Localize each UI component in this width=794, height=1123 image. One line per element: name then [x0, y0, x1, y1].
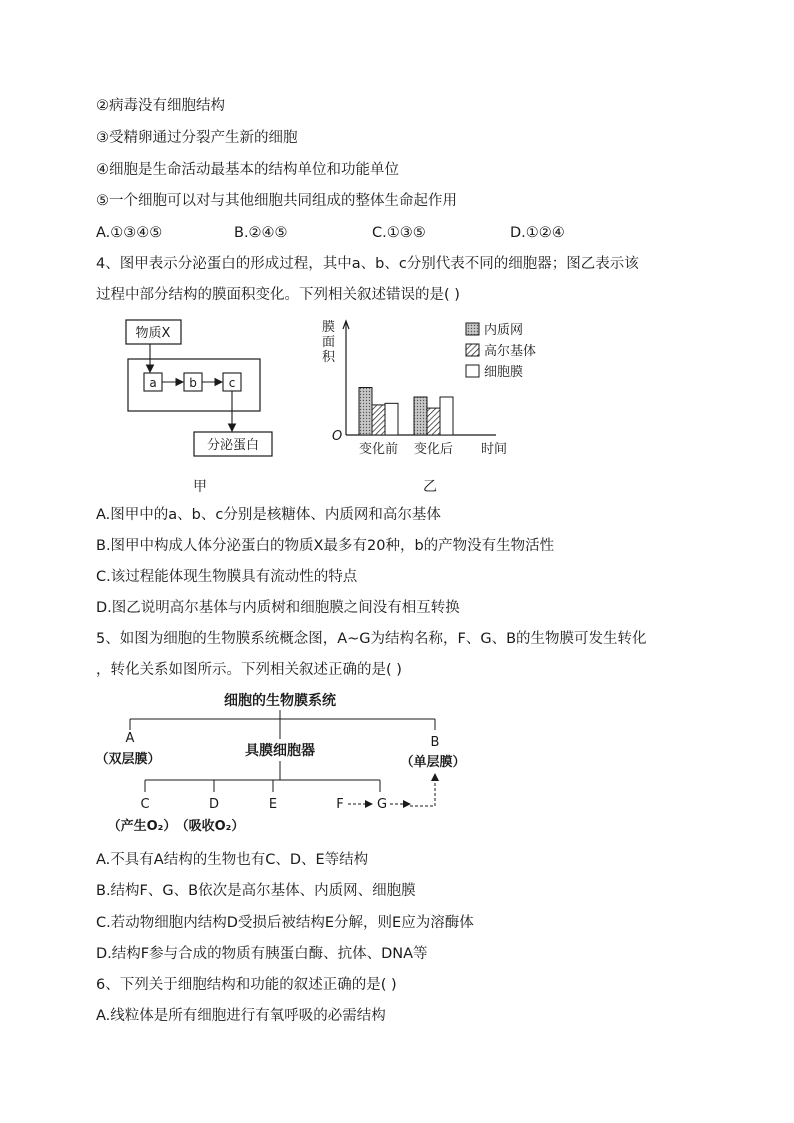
node-g: G — [376, 797, 388, 812]
q3-statement-2: ②病毒没有细胞结构 — [96, 98, 225, 114]
y-axis-label-char: 积 — [322, 350, 336, 365]
bar-hatched-1 — [427, 408, 440, 435]
figure-yi-caption: 乙 — [423, 479, 437, 495]
q4-stem-line2: 过程中部分结构的膜面积变化。下列相关叙述错误的是( ) — [96, 287, 460, 303]
q4-option-a: A.图甲中的a、b、c分别是核糖体、内质网和高尔基体 — [96, 507, 441, 523]
legend-swatch-dotted — [466, 323, 479, 335]
node-f: F — [336, 797, 344, 812]
q5-option-d: D.结构F参与合成的物质有胰蛋白酶、抗体、DNA等 — [96, 946, 428, 962]
node-middle: 具膜细胞器 — [245, 743, 315, 759]
bar-blank-0 — [385, 403, 398, 435]
q3-statement-4: ④细胞是生命活动最基本的结构单位和功能单位 — [96, 162, 399, 178]
q5-stem-line2: ，转化关系如图所示。下列相关叙述正确的是( ) — [96, 662, 402, 678]
diagram-root: 细胞的生物膜系统 — [224, 693, 336, 709]
q5-option-a: A.不具有A结构的生物也有C、D、E等结构 — [96, 852, 369, 868]
q5-option-c: C.若动物细胞内结构D受损后被结构E分解，则E应为溶酶体 — [96, 915, 474, 931]
node-e: E — [268, 797, 278, 812]
bar-hatched-0 — [372, 405, 385, 435]
y-axis-label-char: 面 — [322, 335, 336, 350]
node-d: D — [208, 797, 220, 812]
bar-dotted-1 — [414, 397, 427, 435]
figure-jia-caption: 甲 — [193, 479, 207, 495]
q5-option-b: B.结构F、G、B依次是高尔基体、内质网、细胞膜 — [96, 883, 416, 899]
figure-jia — [118, 315, 288, 495]
q3-option-c: C.①③⑤ — [372, 225, 426, 241]
legend-label: 高尔基体 — [484, 344, 537, 359]
x-axis-label: 时间 — [480, 442, 508, 457]
figure-yi-chart — [308, 315, 558, 495]
node-c: C — [140, 797, 150, 812]
organelle-b-label: b — [189, 376, 197, 390]
node-d-note: （吸收O₂） — [175, 819, 245, 834]
membrane-system-diagram — [90, 686, 490, 838]
y-axis-label-char: 膜 — [322, 320, 336, 335]
node-b-note: （单层膜） — [400, 755, 466, 770]
legend-label: 内质网 — [484, 323, 524, 338]
secretory-protein-label: 分泌蛋白 — [206, 438, 260, 453]
q3-statement-3: ③受精卵通过分裂产生新的细胞 — [96, 130, 298, 146]
origin-label: O — [332, 429, 343, 444]
q4-stem-line1: 4、图甲表示分泌蛋白的形成过程，其中a、b、c分别代表不同的细胞器；图乙表示该 — [96, 256, 639, 272]
substance-x-label: 物质X — [135, 326, 171, 341]
legend-swatch-blank — [466, 365, 479, 377]
node-c-note: （产生O₂） — [107, 819, 177, 834]
legend-swatch-hatched — [466, 344, 479, 356]
q3-statement-5: ⑤一个细胞可以对与其他细胞共同组成的整体生命起作用 — [96, 193, 457, 209]
node-a-note: （双层膜） — [95, 752, 161, 767]
x-tick-label: 变化后 — [413, 442, 454, 457]
x-tick-label: 变化前 — [358, 442, 399, 457]
q3-option-a: A.①③④⑤ — [96, 225, 163, 241]
legend-label: 细胞膜 — [484, 365, 524, 380]
q4-option-d: D.图乙说明高尔基体与内质树和细胞膜之间没有相互转换 — [96, 600, 460, 616]
organelle-c-label: c — [228, 376, 236, 390]
organelle-a-label: a — [149, 376, 157, 390]
node-a: A — [125, 731, 135, 746]
bar-blank-1 — [440, 397, 453, 435]
q4-option-c: C.该过程能体现生物膜具有流动性的特点 — [96, 569, 358, 585]
bar-dotted-0 — [359, 388, 372, 436]
q3-option-d: D.①②④ — [510, 225, 565, 241]
q4-option-b: B.图甲中构成人体分泌蛋白的物质X最多有20种，b的产物没有生物活性 — [96, 538, 555, 554]
q3-option-b: B.②④⑤ — [234, 225, 288, 241]
y-axis-label — [322, 320, 336, 365]
q5-stem-line1: 5、如图为细胞的生物膜系统概念图，A~G为结构名称，F、G、B的生物膜可发生转化 — [96, 631, 647, 647]
node-b: B — [430, 735, 440, 750]
q6-stem: 6、下列关于细胞结构和功能的叙述正确的是( ) — [96, 977, 397, 993]
q6-option-a: A.线粒体是所有细胞进行有氧呼吸的必需结构 — [96, 1008, 386, 1024]
